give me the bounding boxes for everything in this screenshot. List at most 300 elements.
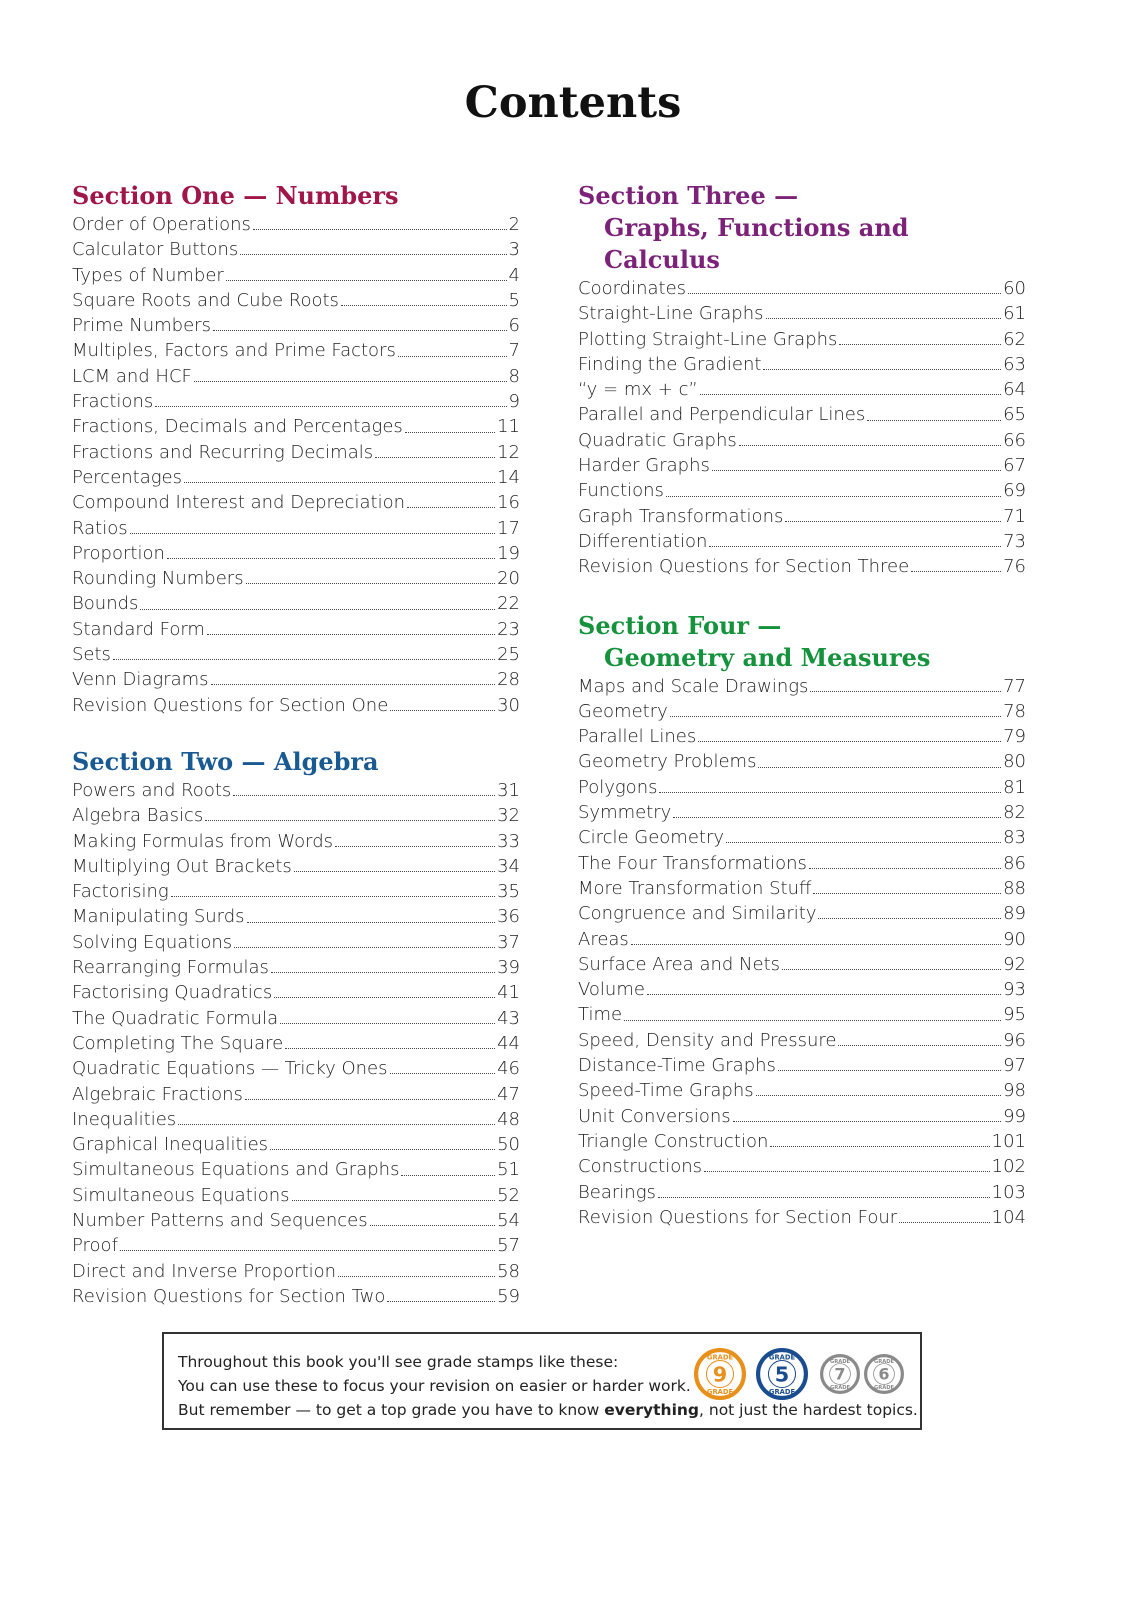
dot-leader — [213, 329, 507, 331]
grade-stamps — [694, 1348, 914, 1408]
dot-leader — [194, 380, 507, 382]
toc-entry-page: 65 — [1003, 404, 1026, 426]
dot-leader — [647, 993, 1001, 995]
toc-entry[interactable] — [72, 1259, 520, 1284]
toc-entry[interactable] — [72, 516, 520, 541]
dot-leader — [911, 570, 1001, 572]
toc-entry-page: 71 — [1003, 505, 1026, 527]
toc-entry-page: 98 — [1003, 1080, 1026, 1102]
dot-leader — [405, 431, 495, 433]
toc-entry-page: 63 — [1003, 353, 1026, 375]
toc-entry[interactable] — [578, 301, 1026, 326]
toc-entry-title: Algebraic Fractions — [72, 1083, 243, 1105]
toc-entry-title: Ratios — [72, 517, 128, 539]
toc-entry-title: Quadratic Graphs — [578, 429, 737, 451]
dot-leader — [673, 816, 1001, 818]
toc-entry-page: 2 — [508, 214, 520, 235]
toc-entry[interactable] — [578, 977, 1026, 1002]
toc-entry-page: 36 — [497, 906, 520, 928]
toc-entry[interactable] — [72, 854, 520, 879]
toc-entry-title: “y = mx + c” — [578, 379, 698, 401]
toc-entry-title: Geometry Problems — [578, 751, 757, 773]
toc-entry[interactable] — [578, 377, 1026, 402]
page-title: Contents — [464, 78, 682, 128]
toc-entry-title: Bounds — [72, 593, 139, 615]
svg-text:GRADE: GRADE — [829, 1385, 851, 1392]
dot-leader — [274, 996, 495, 998]
toc-entry-page: 16 — [497, 492, 520, 514]
dot-leader — [292, 1199, 496, 1201]
toc-entry-title: Simultaneous Equations and Graphs — [72, 1159, 400, 1181]
toc-entry-page: 7 — [508, 340, 520, 362]
toc-entry-title: Straight-Line Graphs — [578, 303, 764, 325]
dot-leader — [120, 1249, 495, 1251]
dot-leader — [387, 1300, 495, 1302]
toc-entry-page: 95 — [1003, 1004, 1026, 1026]
section-heading-line2: Geometry and Measures — [604, 642, 931, 672]
toc-entry-page: 20 — [497, 568, 520, 590]
toc-entry-title: Simultaneous Equations — [72, 1184, 290, 1206]
toc-entry-page: 5 — [508, 289, 520, 311]
toc-entry-title: Inequalities — [72, 1108, 177, 1130]
toc-entry[interactable] — [578, 453, 1026, 478]
toc-entry-title: Speed, Density and Pressure — [578, 1029, 837, 1051]
toc-entry-page: 93 — [1003, 979, 1026, 1001]
toc-entry-page: 78 — [1003, 700, 1026, 722]
toc-entry-page: 48 — [497, 1108, 520, 1130]
toc-entry[interactable] — [578, 428, 1026, 453]
dot-leader — [171, 895, 495, 897]
toc-entry-page: 19 — [497, 542, 520, 564]
dot-leader — [733, 1120, 1001, 1122]
toc-entry-page: 82 — [1003, 802, 1026, 824]
note-line-3: But remember — to get a top grade you have to know everything, not just the hardest topics. — [178, 1401, 918, 1419]
dot-leader — [280, 1022, 495, 1024]
toc-entry[interactable] — [72, 1157, 520, 1182]
dot-leader — [233, 794, 495, 796]
toc-entry[interactable] — [72, 829, 520, 854]
toc-entry-page: 76 — [1003, 556, 1026, 578]
toc-entry-page: 64 — [1003, 379, 1026, 401]
section-heading — [578, 180, 1026, 276]
toc-entry-title: Polygons — [578, 776, 658, 798]
dot-leader — [700, 393, 1001, 395]
toc-entry-page: 46 — [497, 1058, 520, 1080]
dot-leader — [624, 1019, 1001, 1021]
toc-entry[interactable] — [72, 338, 520, 363]
toc-entry-page: 89 — [1003, 903, 1026, 925]
toc-entry-page: 50 — [497, 1134, 520, 1156]
toc-entry-title: Parallel and Perpendicular Lines — [578, 404, 866, 426]
section-heading — [72, 180, 520, 212]
toc-entry-page: 8 — [508, 365, 520, 387]
toc-list — [578, 276, 1026, 580]
toc-entry-page: 66 — [1003, 429, 1026, 451]
toc-entry[interactable] — [578, 1129, 1026, 1154]
grade-stamp-7-icon — [820, 1354, 860, 1394]
toc-entry[interactable] — [578, 1180, 1026, 1205]
grade-stamp-5-icon — [756, 1348, 808, 1400]
toc-entry-title: Rearranging Formulas — [72, 957, 269, 979]
toc-entry-title: Harder Graphs — [578, 455, 710, 477]
toc-entry[interactable] — [578, 1053, 1026, 1078]
dot-leader — [763, 368, 1001, 370]
toc-entry-title: Proof — [72, 1235, 118, 1257]
toc-entry[interactable] — [72, 1006, 520, 1031]
dot-leader — [271, 971, 495, 973]
dot-leader — [666, 495, 1001, 497]
toc-entry-title: Graph Transformations — [578, 505, 784, 527]
dot-leader — [226, 279, 507, 281]
dot-leader — [375, 456, 495, 458]
toc-entry[interactable] — [72, 879, 520, 904]
toc-entry[interactable] — [72, 263, 520, 288]
dot-leader — [704, 1170, 990, 1172]
toc-entry-title: Fractions, Decimals and Percentages — [72, 416, 403, 438]
toc-entry-title: Powers and Roots — [72, 779, 232, 801]
toc-entry[interactable] — [72, 904, 520, 929]
toc-entry[interactable] — [578, 504, 1026, 529]
toc-entry[interactable] — [72, 465, 520, 490]
toc-entry-page: 28 — [497, 669, 520, 691]
dot-leader — [813, 892, 1001, 894]
dot-leader — [688, 292, 1001, 294]
toc-entry[interactable] — [72, 930, 520, 955]
dot-leader — [778, 1069, 1001, 1071]
svg-text:9: 9 — [712, 1362, 728, 1387]
toc-entry[interactable] — [578, 927, 1026, 952]
toc-entry[interactable] — [578, 749, 1026, 774]
toc-entry-title: Algebra Basics — [72, 805, 204, 827]
toc-entry[interactable] — [578, 1104, 1026, 1129]
dot-leader — [253, 228, 507, 230]
toc-entry-page: 67 — [1003, 455, 1026, 477]
dot-leader — [818, 917, 1001, 919]
toc-entry-title: Making Formulas from Words — [72, 830, 334, 852]
toc-entry[interactable] — [72, 642, 520, 667]
toc-entry-title: Volume — [578, 979, 645, 1001]
toc-entry-page: 101 — [991, 1130, 1026, 1152]
toc-entry[interactable] — [578, 276, 1026, 301]
toc-entry-title: Proportion — [72, 542, 165, 564]
section-heading-line1: Section Two — Algebra — [72, 746, 379, 776]
dot-leader — [240, 253, 506, 255]
toc-entry-title: Finding the Gradient — [578, 353, 762, 375]
dot-leader — [809, 867, 1001, 869]
toc-entry-title: Fractions and Recurring Decimals — [72, 441, 374, 463]
section-heading-line1: Section One — Numbers — [72, 181, 399, 210]
toc-entry-title: Compound Interest and Depreciation — [72, 492, 406, 514]
dot-leader — [140, 608, 495, 610]
contents-column-right — [578, 180, 1026, 1230]
dot-leader — [211, 683, 496, 685]
dot-leader — [739, 444, 1001, 446]
toc-entry[interactable] — [72, 591, 520, 616]
toc-entry[interactable] — [578, 352, 1026, 377]
toc-entry-page: 83 — [1003, 827, 1026, 849]
svg-text:GRADE: GRADE — [873, 1358, 895, 1365]
grade-stamp-note — [162, 1332, 922, 1430]
toc-entry-title: More Transformation Stuff — [578, 877, 812, 899]
toc-entry-page: 14 — [497, 466, 520, 488]
toc-entry[interactable] — [72, 1208, 520, 1233]
dot-leader — [285, 1047, 495, 1049]
dot-leader — [838, 1044, 1001, 1046]
toc-entry[interactable] — [72, 212, 520, 237]
toc-entry[interactable] — [578, 699, 1026, 724]
toc-entry-title: Surface Area and Nets — [578, 953, 780, 975]
toc-entry-title: Prime Numbers — [72, 315, 211, 337]
toc-entry[interactable] — [578, 529, 1026, 554]
dot-leader — [390, 709, 495, 711]
toc-entry[interactable] — [578, 876, 1026, 901]
dot-leader — [698, 740, 1001, 742]
dot-leader — [335, 845, 495, 847]
note-line-1: Throughout this book you'll see grade stamps like these: — [178, 1353, 619, 1371]
dot-leader — [766, 317, 1002, 319]
toc-entry-page: 61 — [1003, 303, 1026, 325]
toc-entry[interactable] — [72, 389, 520, 414]
toc-entry[interactable] — [72, 414, 520, 439]
toc-entry[interactable] — [578, 402, 1026, 427]
toc-entry[interactable] — [72, 1056, 520, 1081]
toc-entry-title: Completing The Square — [72, 1032, 284, 1054]
toc-entry[interactable] — [578, 1078, 1026, 1103]
toc-entry-title: The Quadratic Formula — [72, 1007, 279, 1029]
toc-entry[interactable] — [578, 674, 1026, 699]
toc-entry-page: 90 — [1003, 928, 1026, 950]
toc-entry[interactable] — [578, 1028, 1026, 1053]
toc-entry-title: Maps and Scale Drawings — [578, 675, 809, 697]
toc-entry-page: 69 — [1003, 480, 1026, 502]
dot-leader — [670, 715, 1001, 717]
toc-entry[interactable] — [72, 693, 520, 718]
contents-column-left — [72, 180, 520, 1309]
dot-leader — [390, 1072, 496, 1074]
toc-entry-page: 39 — [497, 957, 520, 979]
toc-entry-page: 79 — [1003, 726, 1026, 748]
dot-leader — [207, 633, 495, 635]
dot-leader — [867, 419, 1001, 421]
toc-entry-page: 47 — [497, 1083, 520, 1105]
toc-entry[interactable] — [578, 1002, 1026, 1027]
toc-entry[interactable] — [72, 980, 520, 1005]
toc-entry[interactable] — [72, 490, 520, 515]
dot-leader — [726, 841, 1001, 843]
toc-entry-title: Rounding Numbers — [72, 568, 244, 590]
toc-entry[interactable] — [72, 803, 520, 828]
section-heading — [578, 610, 1026, 674]
svg-text:GRADE: GRADE — [873, 1385, 895, 1392]
toc-entry[interactable] — [72, 541, 520, 566]
svg-text:GRADE: GRADE — [706, 1353, 734, 1362]
toc-entry-page: 35 — [497, 881, 520, 903]
dot-leader — [398, 355, 507, 357]
toc-entry-page: 92 — [1003, 953, 1026, 975]
toc-entry[interactable] — [72, 667, 520, 692]
toc-entry-title: Graphical Inequalities — [72, 1134, 269, 1156]
toc-entry[interactable] — [72, 288, 520, 313]
toc-entry-title: Direct and Inverse Proportion — [72, 1260, 337, 1282]
dot-leader — [167, 557, 495, 559]
section-heading-line2: Graphs, Functions and Calculus — [604, 213, 909, 274]
dot-leader — [756, 1094, 1001, 1096]
grade-stamp-9-icon — [694, 1348, 746, 1400]
toc-entry-page: 96 — [1003, 1029, 1026, 1051]
toc-entry-page: 59 — [497, 1285, 520, 1307]
toc-entry-page: 34 — [497, 855, 520, 877]
toc-entry-page: 3 — [508, 239, 520, 261]
toc-entry-page: 102 — [991, 1156, 1026, 1178]
toc-entry-page: 11 — [497, 416, 520, 438]
toc-entry-page: 4 — [508, 264, 520, 286]
dot-leader — [246, 582, 496, 584]
toc-entry[interactable] — [72, 1132, 520, 1157]
toc-entry-page: 54 — [497, 1209, 520, 1231]
dot-leader — [631, 943, 1001, 945]
toc-entry-title: Geometry — [578, 700, 668, 722]
note-line-2: You can use these to focus your revision on easier or harder work. — [178, 1377, 691, 1395]
dot-leader — [785, 520, 1001, 522]
dot-leader — [370, 1224, 495, 1226]
svg-text:6: 6 — [878, 1364, 890, 1384]
toc-entry[interactable] — [72, 237, 520, 262]
toc-entry-title: Unit Conversions — [578, 1105, 731, 1127]
dot-leader — [782, 968, 1001, 970]
toc-entry[interactable] — [578, 554, 1026, 579]
toc-entry-title: Standard Form — [72, 618, 205, 640]
toc-entry-title: Congruence and Similarity — [578, 903, 817, 925]
toc-entry-page: 44 — [497, 1032, 520, 1054]
section-heading-line1: Section Four — — [578, 610, 782, 640]
toc-entry-page: 32 — [497, 805, 520, 827]
toc-entry[interactable] — [578, 775, 1026, 800]
toc-entry-title: Types of Number — [72, 264, 224, 286]
dot-leader — [113, 658, 495, 660]
toc-entry-title: Revision Questions for Section Three — [578, 556, 910, 578]
toc-entry-page: 62 — [1003, 328, 1026, 350]
toc-entry[interactable] — [578, 327, 1026, 352]
dot-leader — [294, 870, 495, 872]
toc-entry-title: Plotting Straight-Line Graphs — [578, 328, 838, 350]
toc-entry-page: 43 — [497, 1007, 520, 1029]
toc-entry[interactable] — [578, 1205, 1026, 1230]
toc-entry[interactable] — [72, 955, 520, 980]
toc-entry-title: Fractions — [72, 391, 154, 413]
toc-entry-page: 17 — [497, 517, 520, 539]
toc-entry-page: 60 — [1003, 278, 1026, 299]
toc-entry-page: 25 — [497, 644, 520, 666]
toc-entry-title: Manipulating Surds — [72, 906, 245, 928]
svg-text:7: 7 — [834, 1364, 846, 1384]
toc-entry-page: 37 — [497, 931, 520, 953]
toc-entry[interactable] — [578, 800, 1026, 825]
toc-entry[interactable] — [72, 1233, 520, 1258]
toc-entry-page: 86 — [1003, 852, 1026, 874]
toc-entry-title: Distance-Time Graphs — [578, 1055, 776, 1077]
toc-entry[interactable] — [72, 1082, 520, 1107]
toc-entry-title: Parallel Lines — [578, 726, 697, 748]
toc-entry-page: 104 — [991, 1206, 1026, 1228]
toc-entry-page: 12 — [497, 441, 520, 463]
toc-entry[interactable] — [72, 1107, 520, 1132]
toc-entry[interactable] — [578, 724, 1026, 749]
note-emphasis: everything — [604, 1401, 700, 1419]
toc-entry-title: Revision Questions for Section Two — [72, 1285, 386, 1307]
toc-entry-page: 33 — [497, 830, 520, 852]
toc-entry-title: Circle Geometry — [578, 827, 725, 849]
toc-entry-title: Revision Questions for Section Four — [578, 1206, 898, 1228]
toc-entry-title: Factorising — [72, 881, 169, 903]
toc-entry[interactable] — [578, 825, 1026, 850]
toc-entry-title: Number Patterns and Sequences — [72, 1209, 368, 1231]
toc-list — [578, 674, 1026, 1231]
toc-entry[interactable] — [72, 440, 520, 465]
toc-entry-title: Percentages — [72, 466, 183, 488]
toc-entry[interactable] — [72, 1031, 520, 1056]
toc-entry[interactable] — [578, 901, 1026, 926]
toc-entry-page: 30 — [497, 694, 520, 716]
toc-entry-title: Venn Diagrams — [72, 669, 209, 691]
svg-text:GRADE: GRADE — [829, 1358, 851, 1365]
toc-entry[interactable] — [72, 617, 520, 642]
toc-entry-page: 88 — [1003, 877, 1026, 899]
toc-entry-title: Coordinates — [578, 278, 687, 299]
toc-entry[interactable] — [578, 952, 1026, 977]
dot-leader — [338, 1275, 495, 1277]
dot-leader — [709, 545, 1001, 547]
dot-leader — [659, 791, 1001, 793]
toc-entry-title: Differentiation — [578, 530, 708, 552]
toc-entry-title: Solving Equations — [72, 931, 233, 953]
toc-entry[interactable] — [72, 1183, 520, 1208]
toc-entry-title: Symmetry — [578, 802, 672, 824]
toc-entry[interactable] — [72, 1284, 520, 1309]
toc-entry[interactable] — [578, 478, 1026, 503]
toc-entry[interactable] — [72, 313, 520, 338]
toc-entry-page: 57 — [497, 1235, 520, 1257]
toc-entry-page: 80 — [1003, 751, 1026, 773]
toc-entry-page: 81 — [1003, 776, 1026, 798]
svg-text:GRADE: GRADE — [768, 1353, 796, 1362]
toc-entry-title: The Four Transformations — [578, 852, 807, 874]
toc-entry-page: 99 — [1003, 1105, 1026, 1127]
toc-entry-title: Sets — [72, 644, 111, 666]
dot-leader — [341, 304, 507, 306]
toc-entry-page: 73 — [1003, 530, 1026, 552]
dot-leader — [401, 1174, 495, 1176]
toc-entry-title: Quadratic Equations — Tricky Ones — [72, 1058, 388, 1080]
dot-leader — [712, 469, 1001, 471]
grade-stamp-6-icon — [864, 1354, 904, 1394]
toc-entry-title: Factorising Quadratics — [72, 982, 273, 1004]
toc-entry-page: 9 — [508, 391, 520, 413]
toc-entry[interactable] — [72, 778, 520, 803]
toc-entry-title: Revision Questions for Section One — [72, 694, 389, 716]
toc-entry[interactable] — [578, 851, 1026, 876]
toc-entry-title: Time — [578, 1004, 623, 1026]
toc-entry-page: 103 — [991, 1181, 1026, 1203]
toc-entry[interactable] — [72, 364, 520, 389]
dot-leader — [178, 1123, 495, 1125]
toc-entry-page: 97 — [1003, 1055, 1026, 1077]
section-heading — [72, 746, 520, 778]
svg-text:5: 5 — [774, 1362, 790, 1387]
toc-entry-title: Multiplying Out Brackets — [72, 855, 292, 877]
toc-entry[interactable] — [72, 566, 520, 591]
toc-entry[interactable] — [578, 1154, 1026, 1179]
dot-leader — [770, 1145, 989, 1147]
